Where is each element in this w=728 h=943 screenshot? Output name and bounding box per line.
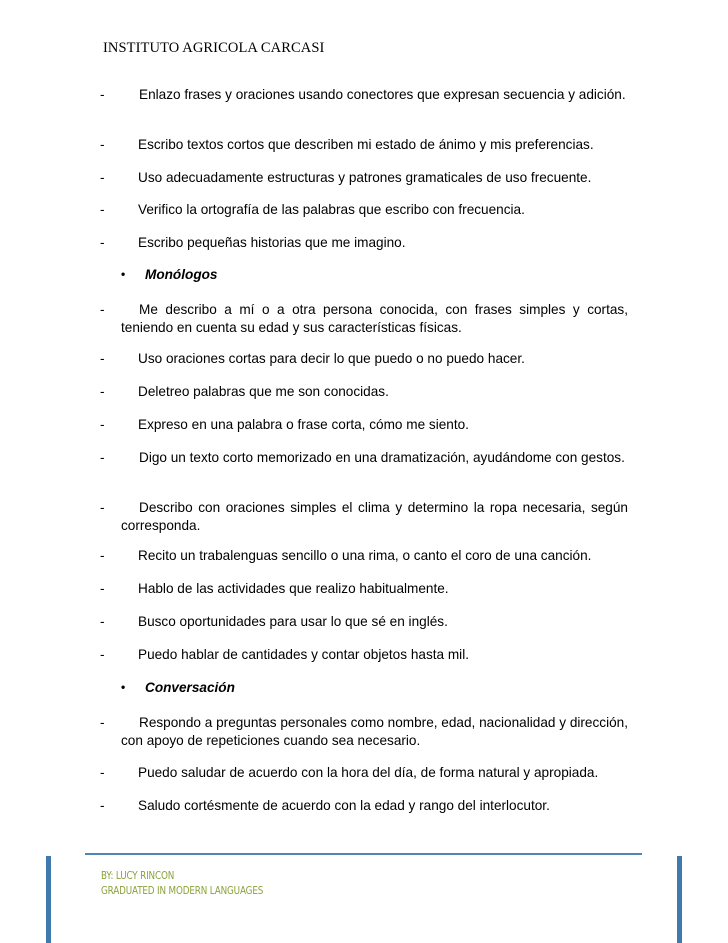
- footer-credit: [101, 868, 263, 898]
- list-item-text: Me describo a mí o a otra persona conocida, con frases simples y cortas, teniendo en cuenta su edad y sus características físicas.: [121, 302, 628, 335]
- dash-marker: -: [100, 581, 105, 596]
- list-item-text: Uso adecuadamente estructuras y patrones gramaticales de uso frecuente.: [138, 170, 592, 185]
- list-item-text: Uso oraciones cortas para decir lo que puedo o no puedo hacer.: [138, 351, 525, 366]
- list-item-text: Describo con oraciones simples el clima y determino la ropa necesaria, según corresponda.: [121, 500, 628, 533]
- list-item-text: Respondo a preguntas personales como nombre, edad, nacionalidad y dirección, con apoyo de repeticiones cuando sea necesario.: [121, 715, 628, 748]
- dash-marker: -: [100, 450, 105, 465]
- footer-left-accent-bar: [46, 856, 51, 943]
- dash-marker: -: [100, 302, 105, 317]
- dash-marker: -: [100, 202, 105, 217]
- dash-marker: -: [100, 548, 105, 563]
- page-header: INSTITUTO AGRICOLA CARCASI: [103, 40, 325, 56]
- dash-marker: -: [100, 614, 105, 629]
- dash-marker: -: [100, 351, 105, 366]
- footer-right-accent-bar: [677, 856, 682, 943]
- dash-marker: -: [100, 765, 105, 780]
- list-item-text: Deletreo palabras que me son conocidas.: [138, 384, 389, 399]
- dash-marker: -: [100, 798, 105, 813]
- dash-marker: -: [100, 500, 105, 515]
- list-item-text: Expreso en una palabra o frase corta, cómo me siento.: [138, 417, 469, 432]
- list-item-text: Escribo textos cortos que describen mi estado de ánimo y mis preferencias.: [138, 137, 594, 152]
- dash-marker: -: [100, 137, 105, 152]
- list-item-text: Saludo cortésmente de acuerdo con la edad y rango del interlocutor.: [138, 798, 550, 813]
- list-item-text: Busco oportunidades para usar lo que sé en inglés.: [138, 614, 448, 629]
- dash-marker: -: [100, 647, 105, 662]
- dash-marker: -: [100, 384, 105, 399]
- list-item-text: Hablo de las actividades que realizo habitualmente.: [138, 581, 449, 596]
- section-heading-monologos: [121, 267, 217, 282]
- dash-marker: -: [100, 715, 105, 730]
- section-label: Monólogos: [145, 267, 218, 282]
- list-item-text: Puedo hablar de cantidades y contar objetos hasta mil.: [138, 647, 469, 662]
- list-item-text: Escribo pequeñas historias que me imagino.: [138, 235, 406, 250]
- footer-degree: GRADUATED IN MODERN LANGUAGES: [101, 884, 264, 897]
- dash-marker: -: [100, 417, 105, 432]
- section-label: Conversación: [145, 680, 235, 695]
- list-item-text: Verifico la ortografía de las palabras que escribo con frecuencia.: [138, 202, 525, 217]
- footer-author: BY: LUCY RINCON: [101, 869, 175, 882]
- bullet-icon: •: [121, 680, 126, 694]
- list-item-text: Recito un trabalenguas sencillo o una rima, o canto el coro de una canción.: [138, 548, 592, 563]
- dash-marker: -: [100, 170, 105, 185]
- dash-marker: -: [100, 235, 105, 250]
- footer-divider: [85, 853, 642, 855]
- list-item-text: Enlazo frases y oraciones usando conectores que expresan secuencia y adición.: [139, 87, 626, 102]
- section-heading-conversacion: [121, 680, 235, 695]
- list-item-text: Digo un texto corto memorizado en una dramatización, ayudándome con gestos.: [139, 450, 625, 465]
- bullet-icon: •: [121, 267, 126, 281]
- list-item-text: Puedo saludar de acuerdo con la hora del día, de forma natural y apropiada.: [138, 765, 599, 780]
- dash-marker: -: [100, 87, 105, 102]
